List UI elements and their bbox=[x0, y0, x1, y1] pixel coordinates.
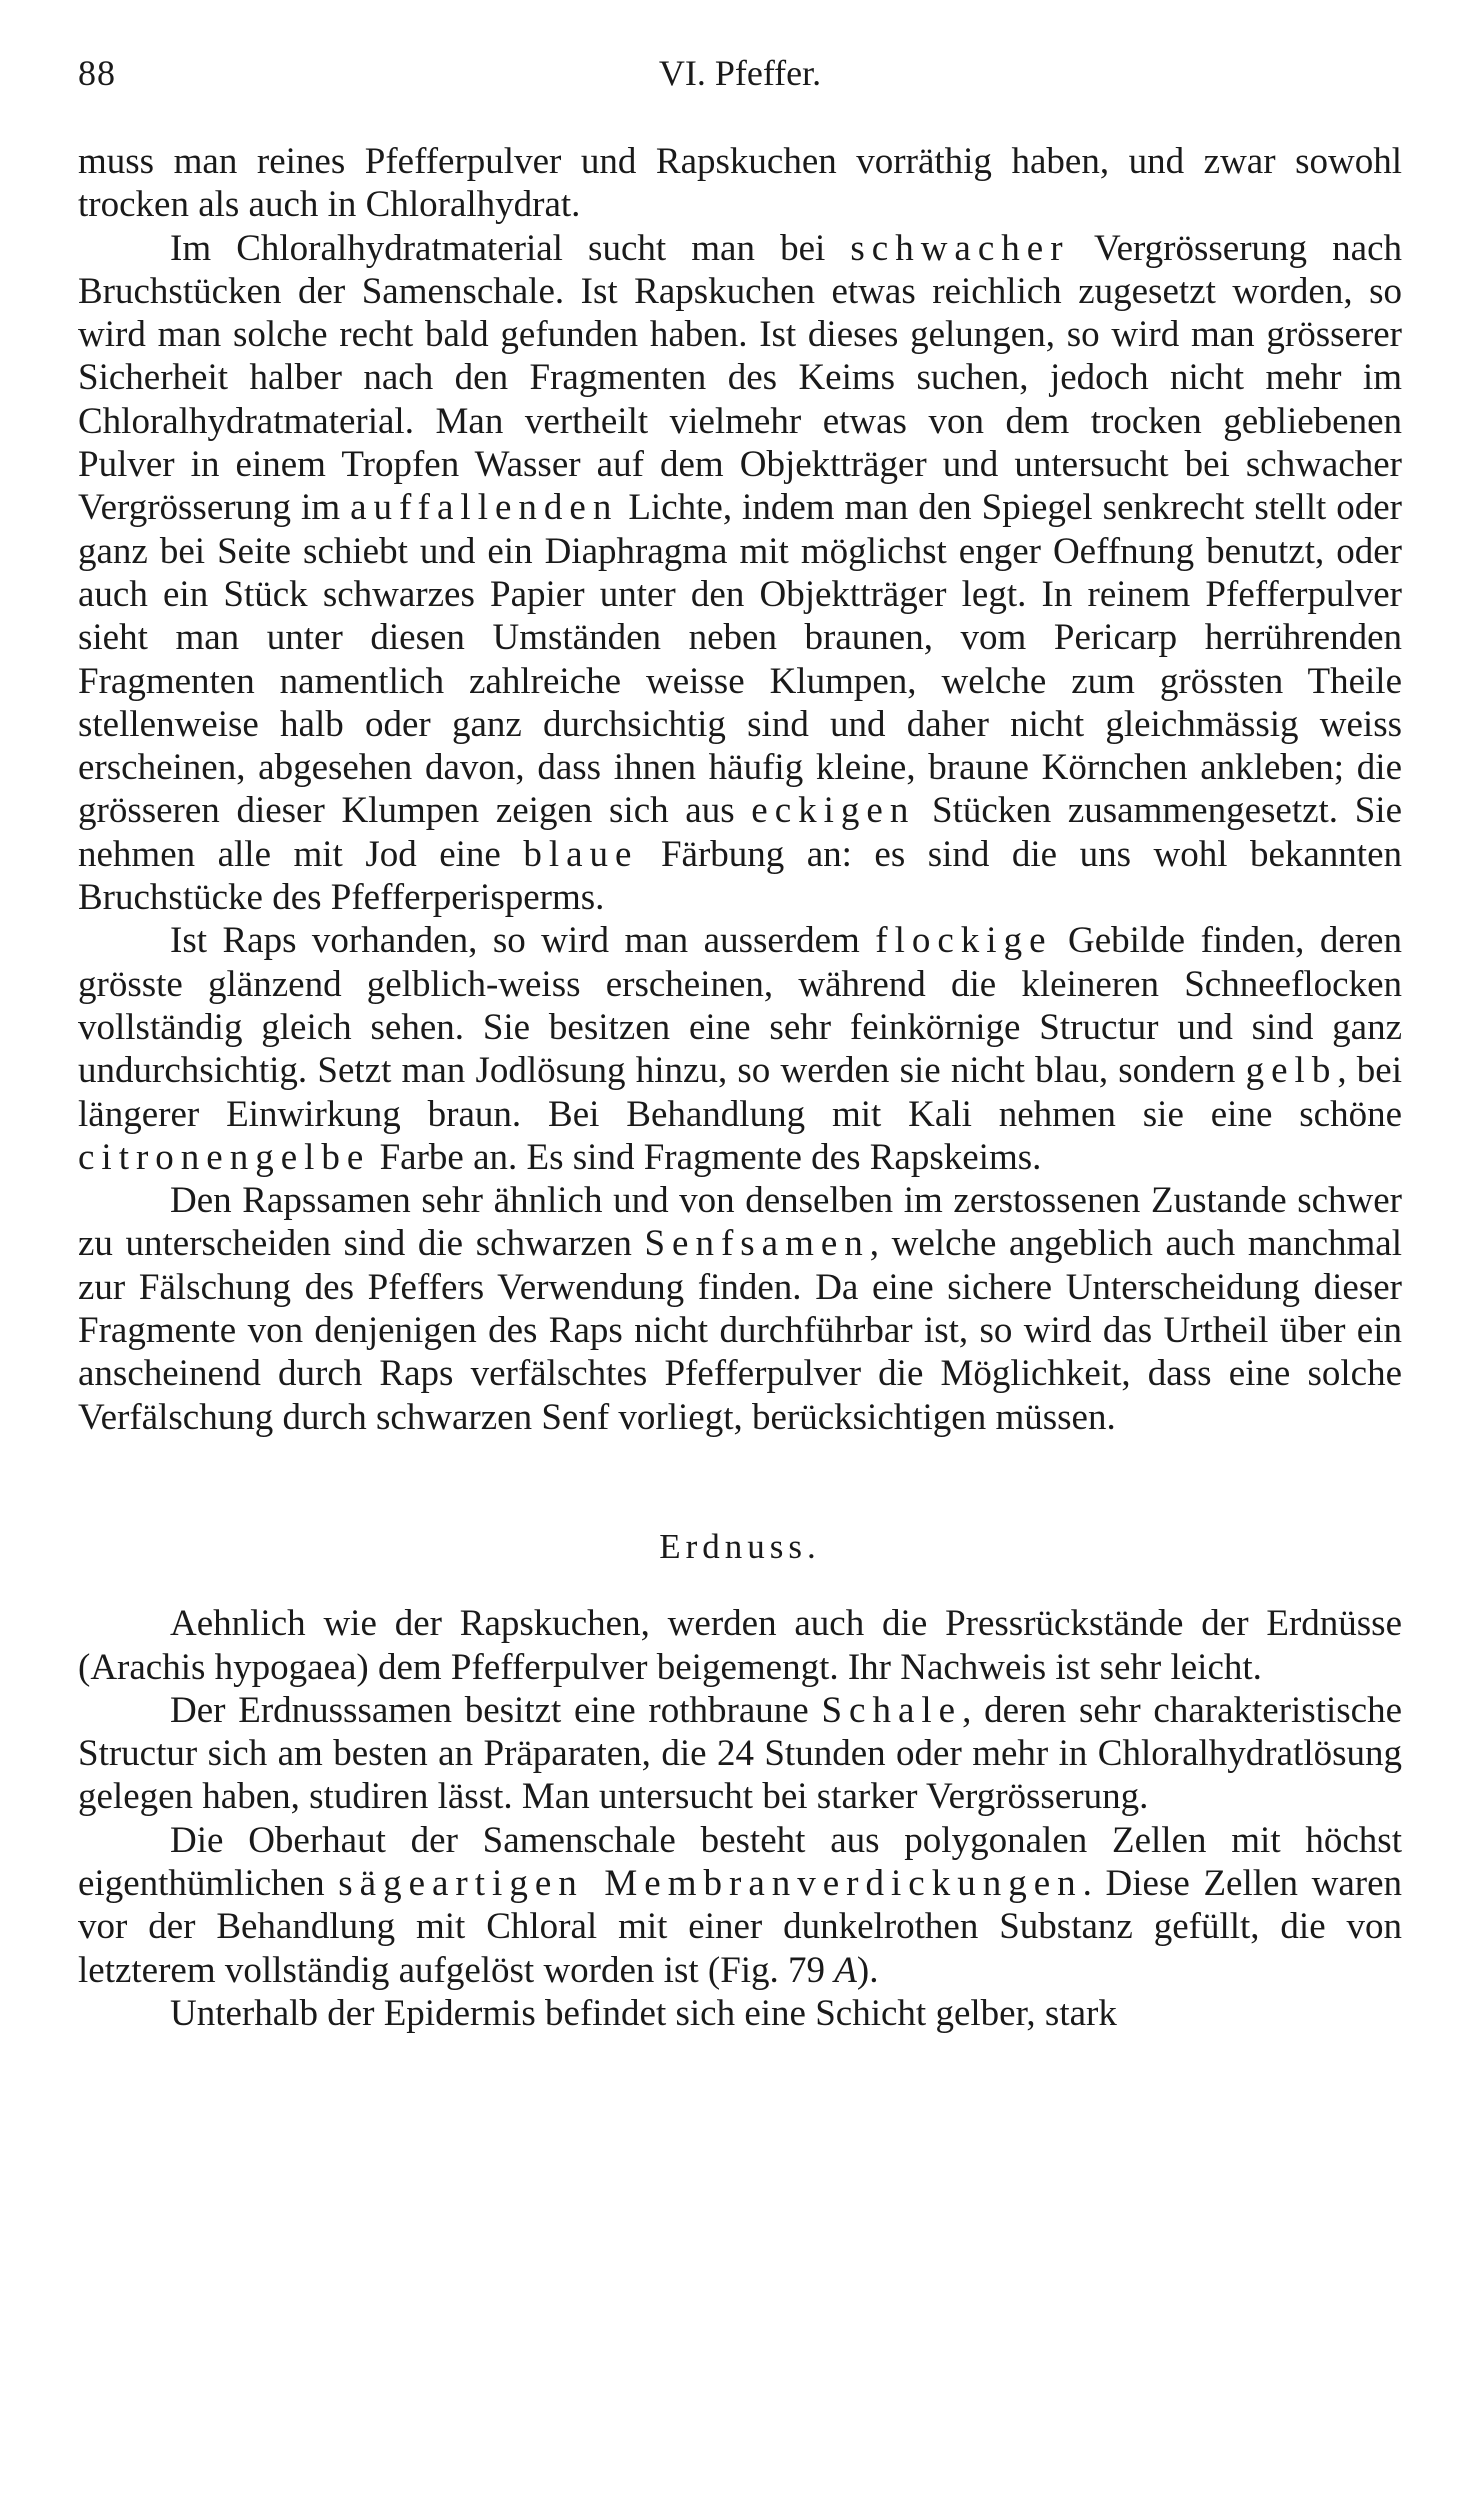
text-run: Den Rapssamen sehr ähnlich und von denselben im zerstossenen Zustande schwer zu unterscheiden sind die schwarzen bbox=[78, 1180, 1402, 1265]
text-run: Gebilde finden, deren grösste glänzend gelblich-weiss erscheinen, während die kleineren Schneeflocken vollständig gleich sehen. Sie besitzen eine sehr feinkörnige Structur und sind ganz undurchsichtig. Setzt man Jodlösung hinzu, so werden sie nicht blau, sondern bbox=[78, 920, 1402, 1092]
text-run: Ist Raps vorhanden, so wird man ausserdem bbox=[170, 920, 876, 962]
text-run: ). bbox=[856, 1949, 879, 1991]
emphasis-spaced: eckigen bbox=[751, 790, 916, 832]
emphasis-spaced: Schale bbox=[821, 1689, 963, 1731]
text-run: Die Oberhaut der Samenschale besteht aus polygonalen Zellen mit höchst eigenthümlichen bbox=[78, 1819, 1402, 1904]
paragraph-1: muss man reines Pfefferpulver und Rapskuchen vorräthig haben, und zwar sowohl trocken als auch in Chloralhydrat. bbox=[78, 141, 1402, 226]
emphasis-spaced: citronengelbe bbox=[78, 1136, 371, 1178]
emphasis-spaced: auffallenden bbox=[350, 487, 619, 529]
text-run: , deren sehr charakteristische Structur sich am besten an Präparaten, die 24 Stunden oder mehr in Chloralhydratlösung gelegen haben, studiren lässt. Man untersucht bei starker Vergrösserung. bbox=[78, 1689, 1402, 1818]
text-run: . Diese Zellen waren vor der Behandlung mit Chloral mit einer dunkelrothen Substanz gefüllt, die von letzterem vollständig aufgelöst worden ist (Fig. 79 bbox=[78, 1862, 1403, 1991]
running-title: VI. Pfeffer. bbox=[658, 53, 822, 93]
text-run: Farbe an. Es sind Fragmente des Rapskeims. bbox=[370, 1136, 1042, 1178]
text-run: Lichte, indem man den Spiegel senkrecht stellt oder ganz bei Seite schiebt und ein Diaphragma mit möglichst enger Oeffnung benutzt, oder auch ein Stück schwarzes Papier unter den Objektträger legt. In reinem Pfefferpulver sieht man unter diesen Umständen neben braunen, vom Pericarp herrührenden Fragmenten namentlich zahlreiche weisse Klumpen, welche zum grössten Theile stellenweise halb oder ganz durchsichtig sind und daher nicht gleichmässig weiss erscheinen, abgesehen davon, dass ihnen häufig kleine, braune Körnchen ankleben; die grösseren dieser Klumpen zeigen sich aus bbox=[78, 487, 1402, 832]
paragraph-3 bbox=[78, 919, 1402, 1179]
emphasis-spaced: schwacher bbox=[850, 227, 1070, 269]
emphasis-spaced: Senfsamen bbox=[644, 1223, 870, 1265]
figure-reference-letter: A bbox=[834, 1949, 857, 1991]
paragraph-2 bbox=[78, 227, 1402, 920]
paragraph-7 bbox=[78, 1819, 1402, 1992]
paragraph-6 bbox=[78, 1689, 1402, 1819]
text-run: Im Chloralhydratmaterial sucht man bei bbox=[170, 227, 851, 269]
text-run: , bei längerer Einwirkung braun. Bei Behandlung mit Kali nehmen sie eine schöne bbox=[78, 1050, 1402, 1135]
body-text bbox=[78, 140, 1402, 2035]
page-number: 88 bbox=[78, 53, 116, 93]
text-run: Stücken zusammengesetzt. Sie nehmen alle mit Jod eine bbox=[78, 790, 1402, 875]
running-head bbox=[78, 52, 1402, 102]
text-run: , welche angeblich auch manchmal zur Fälschung des Pfeffers Verwendung finden. Da eine sichere Unterscheidung dieser Fragmente von denjenigen des Raps nicht durchführbar ist, so wird das Urtheil über ein anscheinend durch Raps verfälschtes Pfefferpulver die Möglichkeit, dass eine solche Verfälschung durch schwarzen Senf vorliegt, berücksichtigen müssen. bbox=[78, 1223, 1403, 1438]
paragraph-5: Aehnlich wie der Rapskuchen, werden auch die Pressrückstände der Erdnüsse (Arachis hypogaea) dem Pfefferpulver beigemengt. Ihr Nachweis ist sehr leicht. bbox=[78, 1603, 1402, 1688]
paragraph-4 bbox=[78, 1179, 1402, 1439]
emphasis-spaced: blaue bbox=[523, 833, 639, 875]
text-run: Färbung an: es sind die uns wohl bekannten Bruchstücke des Pfefferperisperms. bbox=[78, 833, 1402, 919]
text-run: Der Erdnusssamen besitzt eine rothbraune bbox=[170, 1689, 822, 1731]
emphasis-spaced: flockige bbox=[875, 920, 1053, 962]
emphasis-spaced: gelb bbox=[1245, 1050, 1338, 1092]
section-heading: Erdnuss. bbox=[659, 1526, 821, 1566]
paragraph-8: Unterhalb der Epidermis befindet sich eine Schicht gelber, stark bbox=[170, 1992, 1117, 2034]
emphasis-spaced: sägeartigen Membranverdickungen bbox=[338, 1862, 1083, 1904]
text-run: Vergrösserung nach Bruchstücken der Samenschale. Ist Rapskuchen etwas reichlich zugesetzt worden, so wird man solche recht bald gefunden haben. Ist dieses gelungen, so wird man grösserer Sicherheit halber nach den Fragmenten des Keims suchen, jedoch nicht mehr im Chloralhydratmaterial. Man vertheilt vielmehr etwas von dem trocken gebliebenen Pulver in einem Tropfen Wasser auf dem Objektträger und untersucht bei schwacher Vergrösserung im bbox=[78, 227, 1402, 529]
